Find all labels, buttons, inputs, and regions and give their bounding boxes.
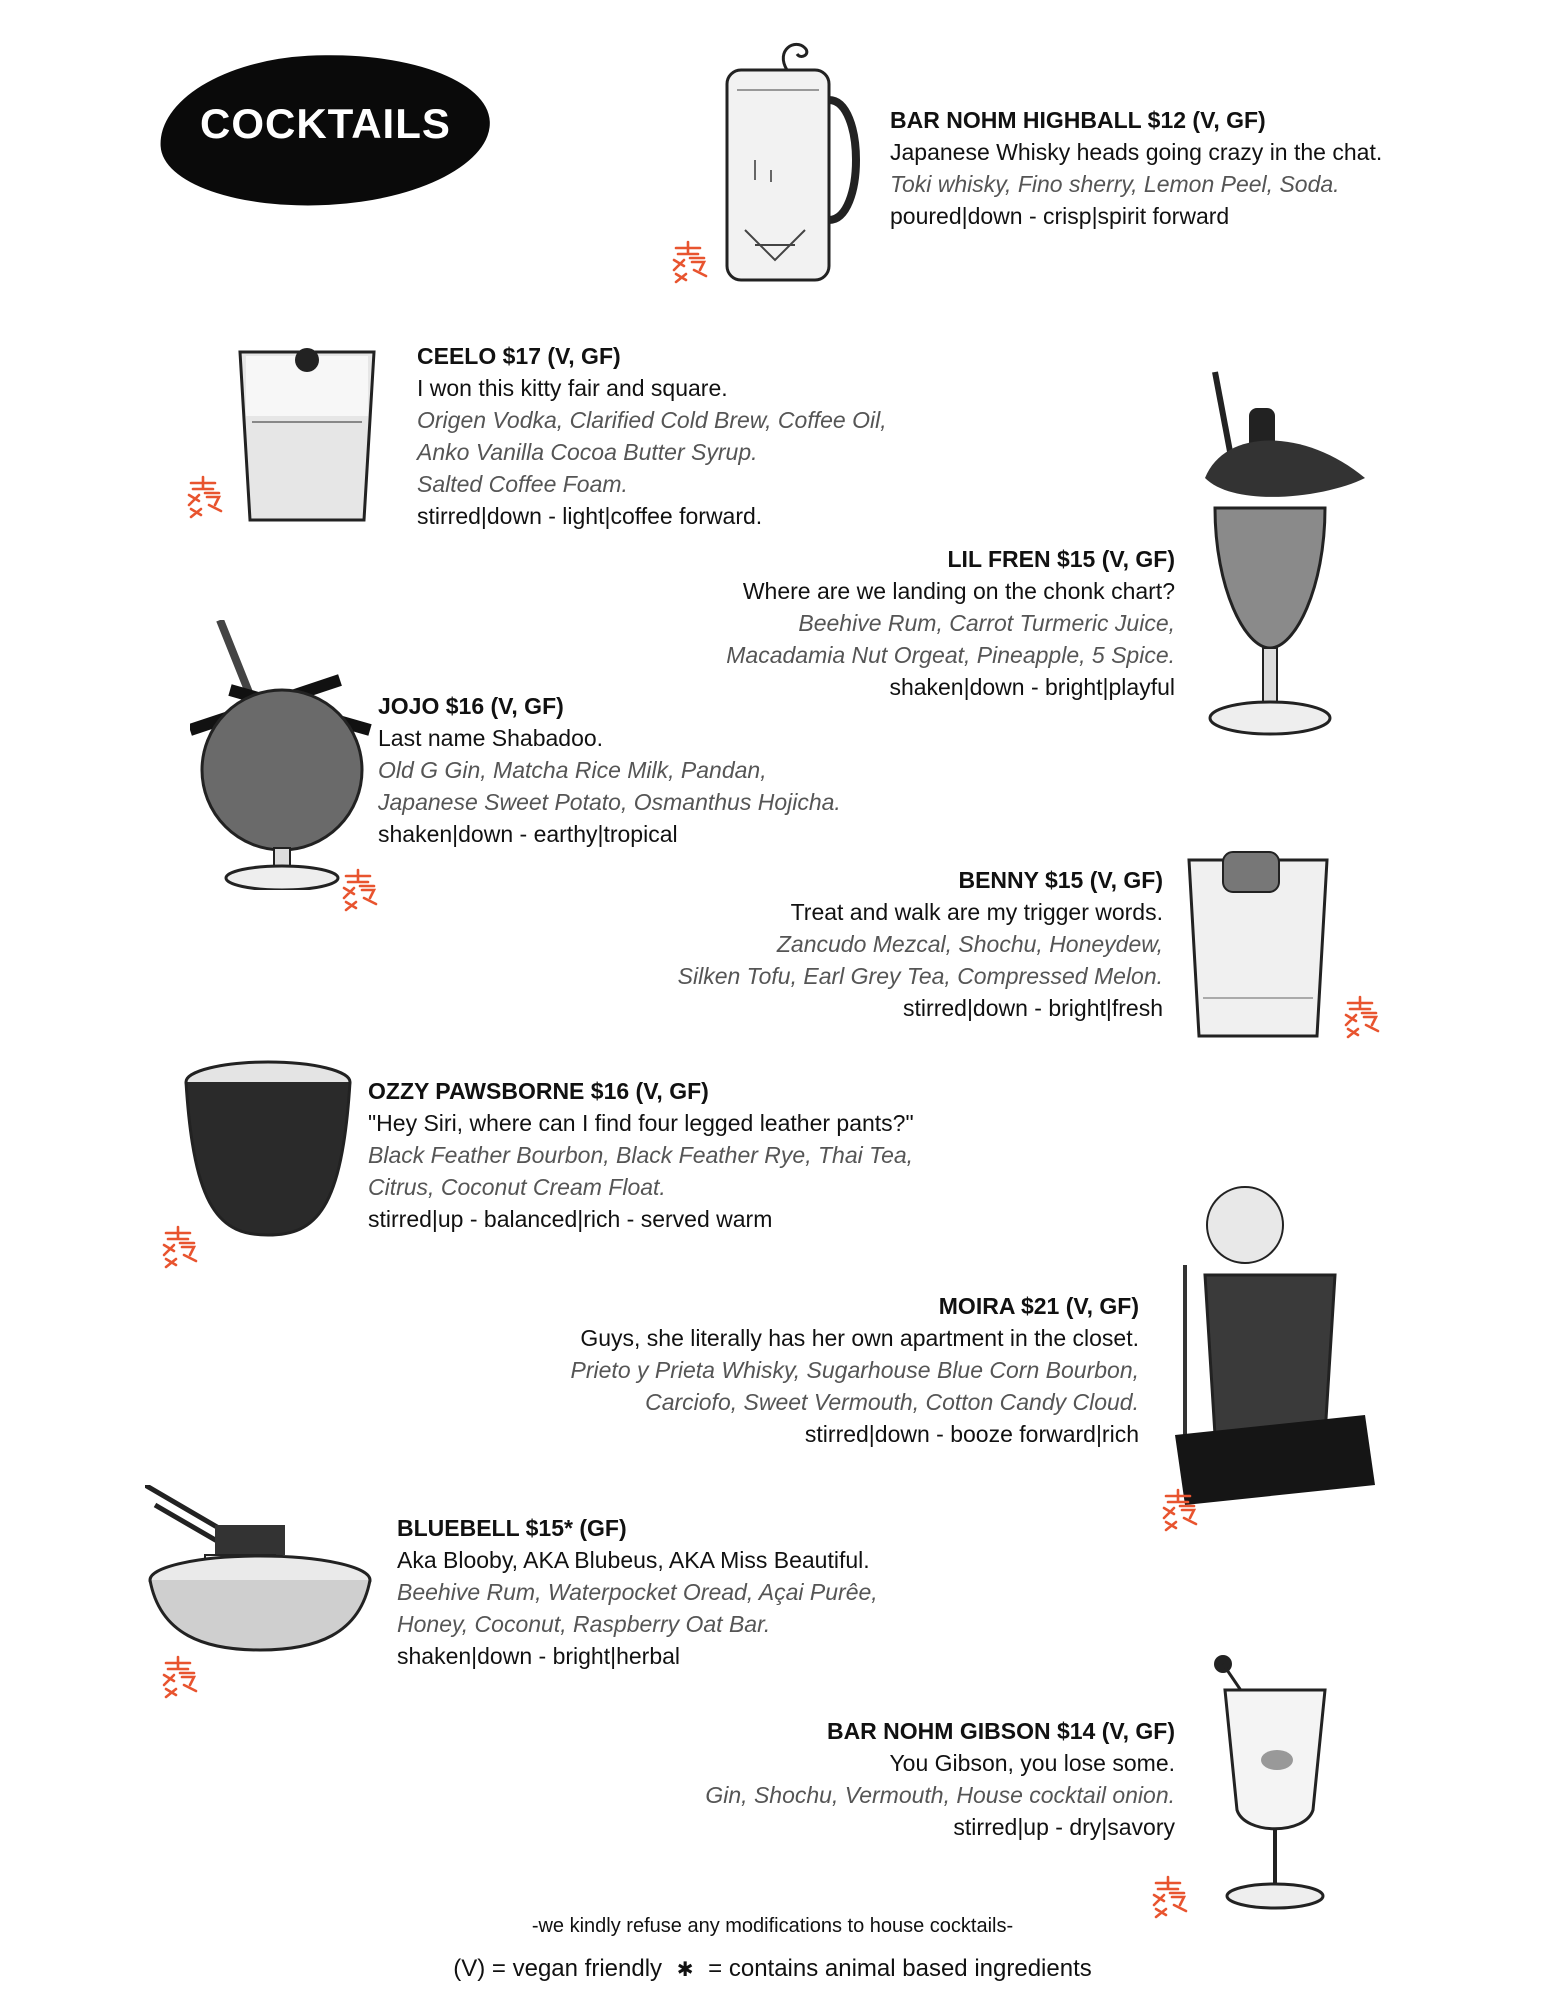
moira-glass-illustration (1165, 1185, 1385, 1515)
drink-ingredients: Citrus, Coconut Cream Float. (368, 1174, 666, 1200)
ceelo-glass-illustration (232, 332, 382, 532)
stamp-icon (160, 1655, 204, 1703)
drink-moira (571, 1290, 1139, 1450)
drink-ingredients: Japanese Sweet Potato, Osmanthus Hojicha. (378, 789, 841, 815)
drink-ingredients: Carciofo, Sweet Vermouth, Cotton Candy Cloud. (645, 1389, 1139, 1415)
drink-ceelo (417, 340, 887, 532)
drink-tagline: Japanese Whisky heads going crazy in the chat. (890, 139, 1383, 165)
diet-legend (0, 1955, 1545, 1983)
drink-ingredients: Zancudo Mezcal, Shochu, Honeydew, (776, 931, 1163, 957)
modification-policy-note: -we kindly refuse any modifications to house cocktails- (531, 1915, 1014, 1937)
drink-ingredients: Beehive Rum, Carrot Turmeric Juice, (798, 610, 1175, 636)
drink-ingredients: Origen Vodka, Clarified Cold Brew, Coffee Oil, (417, 407, 887, 433)
drink-style: shaken|down - bright|herbal (397, 1643, 681, 1669)
lil-fren-glass-illustration (1175, 368, 1375, 768)
drink-tagline: Where are we landing on the chonk chart? (742, 578, 1175, 604)
drink-style: shaken|down - earthy|tropical (378, 821, 678, 847)
drink-name: BAR NOHM GIBSON $14 (V, GF) (826, 1718, 1175, 1744)
drink-bar-nohm-gibson (705, 1715, 1175, 1843)
drink-name: LIL FREN $15 (V, GF) (947, 546, 1175, 572)
drink-style: stirred|down - light|coffee forward. (417, 503, 763, 529)
benny-glass-illustration (1183, 848, 1333, 1048)
drink-name: MOIRA $21 (V, GF) (938, 1293, 1139, 1319)
drink-ingredients: Anko Vanilla Cocoa Butter Syrup. (417, 439, 758, 465)
drink-tagline: Guys, she literally has her own apartment in the closet. (580, 1325, 1139, 1351)
drink-ingredients: Gin, Shochu, Vermouth, House cocktail onion. (705, 1782, 1175, 1808)
drink-tagline: Last name Shabadoo. (378, 725, 604, 751)
highball-glass-illustration (715, 30, 875, 290)
drink-bar-nohm-highball (890, 104, 1382, 232)
drink-ingredients: Prieto y Prieta Whisky, Sugarhouse Blue Corn Bourbon, (570, 1357, 1139, 1383)
stamp-icon (1342, 995, 1386, 1043)
drink-name: CEELO $17 (V, GF) (417, 343, 621, 369)
drink-ozzy-pawsborne (368, 1075, 914, 1235)
drink-bluebell (397, 1512, 878, 1672)
stamp-icon (340, 868, 384, 916)
drink-ingredients: Salted Coffee Foam. (417, 471, 628, 497)
stamp-icon (670, 240, 714, 288)
page-title: COCKTAILS (200, 100, 451, 147)
drink-tagline: You Gibson, you lose some. (889, 1750, 1175, 1776)
legend-animal: = contains animal based ingredients (708, 1955, 1092, 1982)
drink-name: JOJO $16 (V, GF) (378, 693, 564, 719)
stamp-icon (160, 1225, 204, 1273)
drink-tagline: Treat and walk are my trigger words. (790, 899, 1163, 925)
drink-tagline: "Hey Siri, where can I find four legged leather pants?" (368, 1110, 914, 1136)
jojo-glass-illustration (190, 620, 380, 890)
drink-ingredients: Black Feather Bourbon, Black Feather Rye, Thai Tea, (368, 1142, 914, 1168)
drink-name: OZZY PAWSBORNE $16 (V, GF) (368, 1078, 709, 1104)
drink-style: stirred|up - balanced|rich - served warm (368, 1206, 773, 1232)
drink-tagline: Aka Blooby, AKA Blubeus, AKA Miss Beautiful. (397, 1547, 870, 1573)
drink-name: BLUEBELL $15* (GF) (397, 1515, 627, 1541)
legend-vegan: (V) = vegan friendly (453, 1955, 663, 1982)
drink-style: stirred|down - booze forward|rich (804, 1421, 1139, 1447)
stamp-icon (185, 475, 229, 523)
ozzy-cup-illustration (180, 1060, 355, 1240)
drink-style: shaken|down - bright|playful (889, 674, 1175, 700)
drink-tagline: I won this kitty fair and square. (417, 375, 728, 401)
drink-ingredients: Silken Tofu, Earl Grey Tea, Compressed Melon. (677, 963, 1163, 989)
stamp-icon (1160, 1488, 1204, 1536)
drink-style: stirred|up - dry|savory (953, 1814, 1175, 1840)
drink-ingredients: Macadamia Nut Orgeat, Pineapple, 5 Spice. (726, 642, 1175, 668)
drink-name: BAR NOHM HIGHBALL $12 (V, GF) (890, 107, 1266, 133)
drink-name: BENNY $15 (V, GF) (958, 867, 1163, 893)
drink-style: stirred|down - bright|fresh (903, 995, 1163, 1021)
drink-lil-fren (726, 543, 1175, 703)
drink-benny (678, 864, 1163, 1024)
drink-jojo (378, 690, 841, 850)
drink-ingredients: Beehive Rum, Waterpocket Oread, Açai Purêe, (397, 1579, 878, 1605)
drink-style: poured|down - crisp|spirit forward (890, 203, 1230, 229)
gibson-glass-illustration (1205, 1650, 1345, 1915)
drink-ingredients: Honey, Coconut, Raspberry Oat Bar. (397, 1611, 771, 1637)
asterisk-icon: ✱ (676, 1959, 694, 1981)
drink-ingredients: Old G Gin, Matcha Rice Milk, Pandan, (378, 757, 767, 783)
bluebell-bowl-illustration (145, 1485, 375, 1655)
drink-ingredients: Toki whisky, Fino sherry, Lemon Peel, Soda. (890, 171, 1340, 197)
